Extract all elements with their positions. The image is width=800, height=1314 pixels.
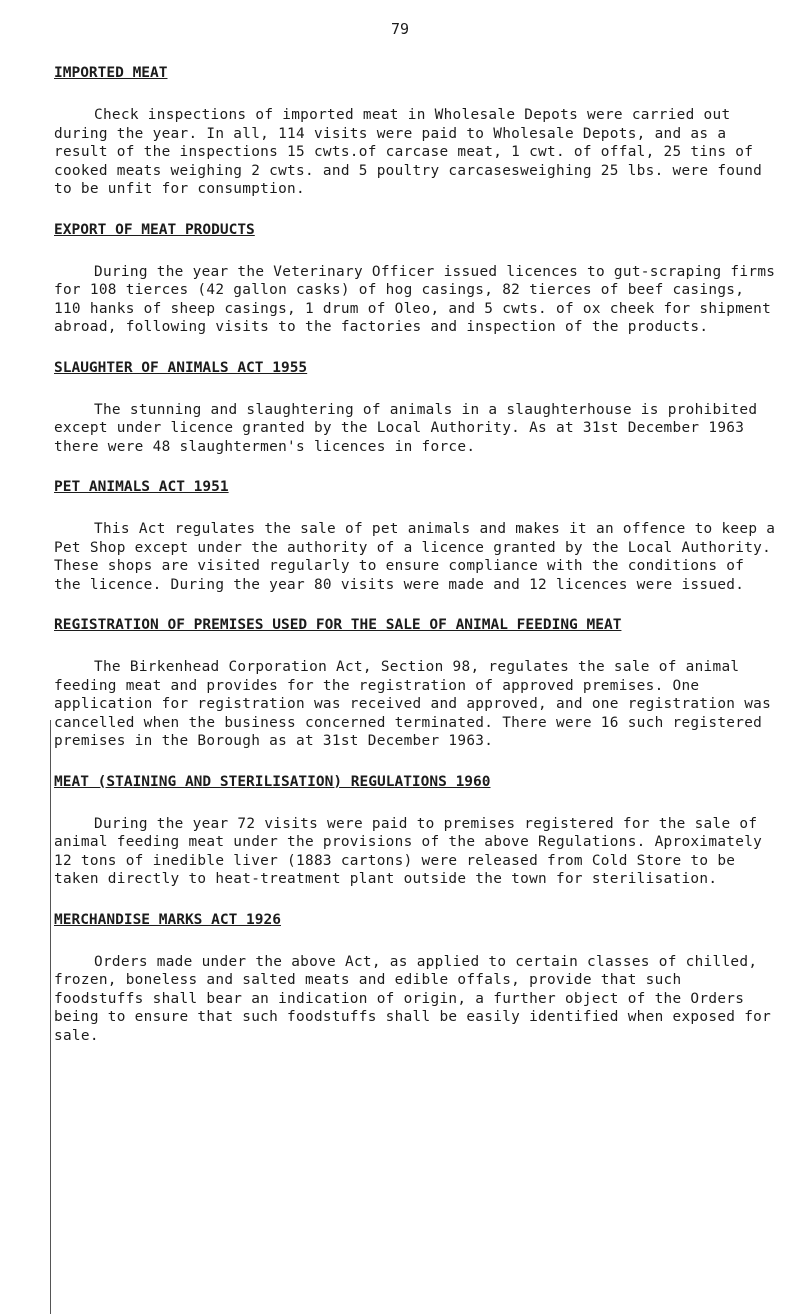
section-heading: MEAT (STAINING AND STERILISATION) REGULATIONS 1960 bbox=[54, 773, 491, 790]
page-number: 79 bbox=[390, 20, 410, 38]
section-paragraph: The Birkenhead Corporation Act, Section 98, regulates the sale of animal feeding meat and provides for the registration of approved premises. One application for registration was received and approved, and one registration was cancelled when the business concerned terminated. There were 16 such registered premises in the Borough as at 31st December 1963. bbox=[54, 659, 772, 749]
section-heading: PET ANIMALS ACT 1951 bbox=[54, 479, 229, 495]
section-paragraph: During the year the Veterinary Officer issued licences to gut-scraping firms for 108 tierces (42 gallon casks) of hog casings, 82 tierces of beef casings, 110 hanks of sheep casings, 1 drum of Oleo, and 5 cwts. of ox cheek for shipment abroad, following visits to the factories and inspection of the products. bbox=[54, 263, 776, 335]
section-imported-meat bbox=[54, 64, 780, 199]
document-body bbox=[54, 64, 780, 1067]
section-export-meat-products bbox=[54, 221, 780, 337]
section-paragraph: During the year 72 visits were paid to premises registered for the sale of animal feeding meat under the provisions of the above Regulations. Aproximately 12 tons of inedible liver (1883 cartons) were released from Cold Store to be taken directly to heat-treatment plant outside the town for sterilisation. bbox=[54, 815, 763, 887]
section-paragraph: Check inspections of imported meat in Wholesale Depots were carried out during the year. In all, 114 visits were paid to Wholesale Depots, and as a result of the inspections 15 cwts.of carcase meat, 1 cwt. of offal, 25 tins of cooked meats weighing 2 cwts. and 5 poultry carcasesweighing 25 lbs. were found to be unfit for consumption. bbox=[54, 107, 763, 197]
section-heading: REGISTRATION OF PREMISES USED FOR THE SALE OF ANIMAL FEEDING MEAT bbox=[54, 617, 622, 633]
section-paragraph: Orders made under the above Act, as applied to certain classes of chilled, frozen, boneless and salted meats and edible offals, provide that such foodstuffs shall bear an indication of origin, a further object of the Orders being to ensure that such foodstuffs shall be easily identified when exposed for sale. bbox=[54, 953, 772, 1044]
section-heading: SLAUGHTER OF ANIMALS ACT 1955 bbox=[54, 359, 308, 376]
section-heading: EXPORT OF MEAT PRODUCTS bbox=[54, 221, 255, 238]
section-meat-staining-regulations bbox=[54, 773, 780, 889]
section-merchandise-marks-act bbox=[54, 911, 780, 1046]
section-pet-animals-act bbox=[54, 478, 780, 594]
scan-margin-line bbox=[50, 720, 51, 1314]
section-heading: IMPORTED MEAT bbox=[54, 65, 168, 81]
section-heading: MERCHANDISE MARKS ACT 1926 bbox=[54, 911, 281, 928]
section-slaughter-of-animals-act bbox=[54, 359, 780, 457]
section-paragraph: The stunning and slaughtering of animals in a slaughterhouse is prohibited except under licence granted by the Local Authority. As at 31st December 1963 there were 48 slaughtermen's licences in force. bbox=[54, 401, 758, 455]
section-registration-of-premises bbox=[54, 616, 780, 751]
section-paragraph: This Act regulates the sale of pet animals and makes it an offence to keep a Pet Shop except under the authority of a licence granted by the Local Authority. These shops are visited regularly to ensure compliance with the conditions of the licence. During the year 80 visits were made and 12 licences were issued. bbox=[54, 521, 776, 593]
